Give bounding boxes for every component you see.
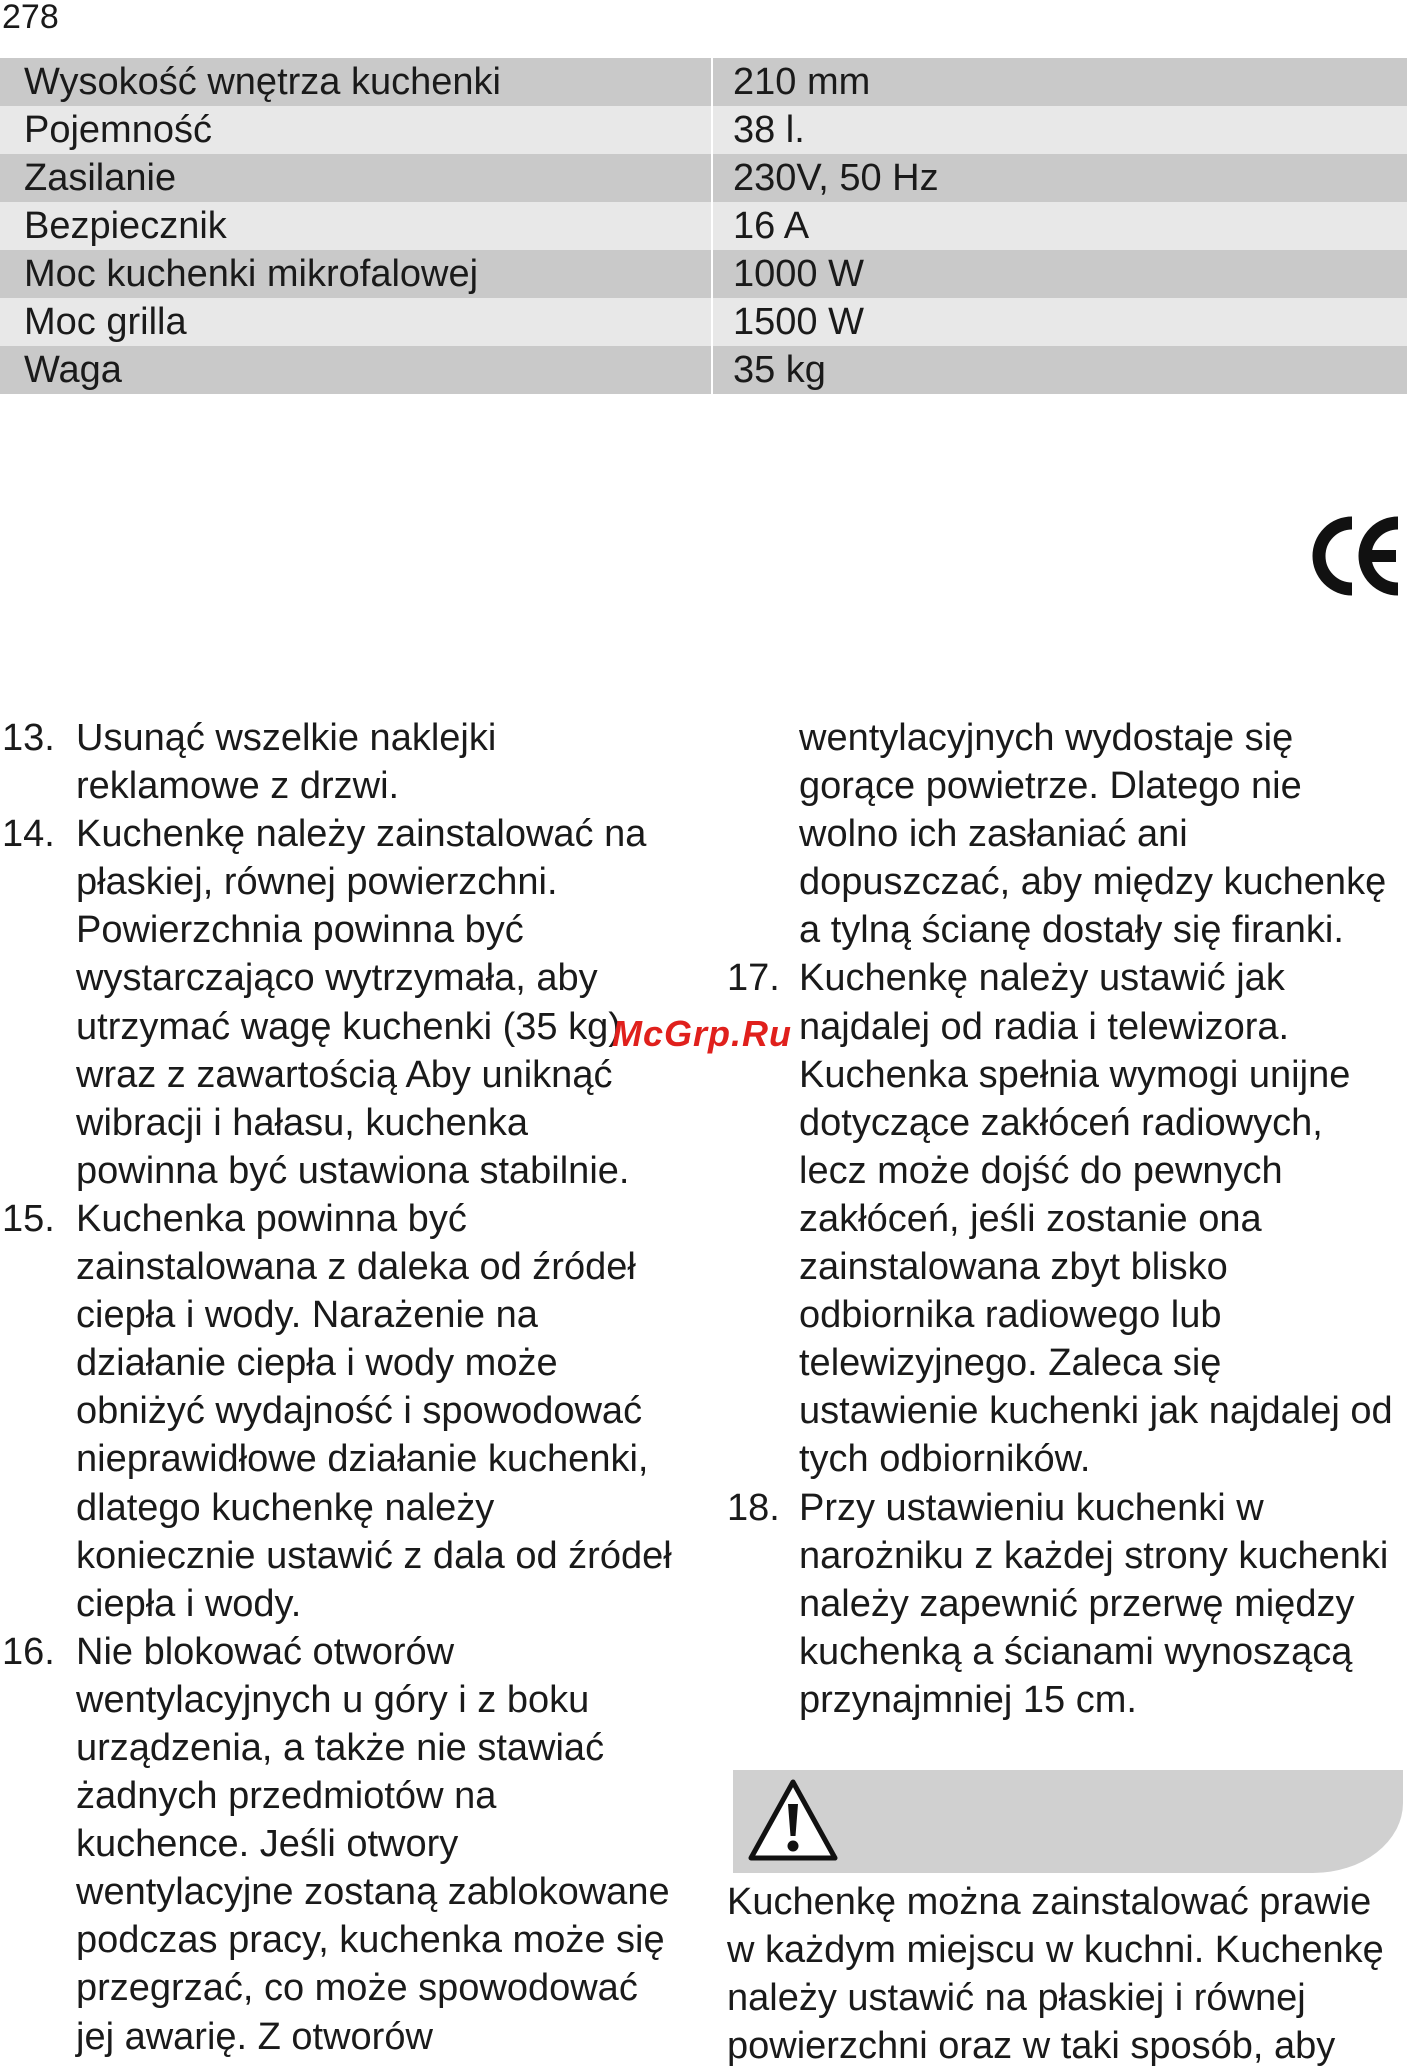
text-line: Usunąć wszelkie naklejki xyxy=(76,717,497,759)
list-item-number: 17. xyxy=(727,957,780,1000)
warning-banner xyxy=(733,1770,1403,1873)
list-item-text xyxy=(76,1628,700,2061)
page-number: 278 xyxy=(2,0,59,36)
watermark: McGrp.Ru xyxy=(612,1013,793,1054)
list-item-number: 18. xyxy=(727,1486,780,1529)
ce-mark-icon xyxy=(1312,515,1404,597)
text-line: ustawienie kuchenki jak najdalej od xyxy=(799,1390,1393,1433)
text-line: dotyczące zakłóceń radiowych, xyxy=(799,1101,1323,1144)
spec-table xyxy=(0,58,1407,394)
list-item xyxy=(727,1484,1407,1724)
text-line: wystarczająco wytrzymała, aby xyxy=(76,957,598,1000)
text-line: Przy ustawieniu kuchenki w xyxy=(799,1486,1264,1529)
right-column xyxy=(727,714,1407,1724)
text-line: dopuszczać, aby między kuchenkę xyxy=(799,861,1387,904)
spec-label: Waga xyxy=(0,346,711,394)
list-item-text xyxy=(799,1484,1407,1724)
list-item-number: 13. xyxy=(2,717,55,759)
spec-value: 1500 W xyxy=(713,298,1407,346)
text-line: płaskiej, równej powierzchni. xyxy=(76,861,558,904)
spec-value: 1000 W xyxy=(713,250,1407,298)
spec-row xyxy=(0,250,1407,298)
text-line: żadnych przedmiotów na xyxy=(76,1775,497,1818)
text-line: Kuchenkę można zainstalować prawie xyxy=(727,1881,1372,1923)
spec-row xyxy=(0,154,1407,202)
text-line: należy zapewnić przerwę między xyxy=(799,1582,1355,1625)
text-line: wibracji i hałasu, kuchenka xyxy=(76,1101,529,1144)
text-line: przegrzać, co może spowodować xyxy=(76,1967,638,2010)
text-line: Kuchenkę należy zainstalować na xyxy=(76,813,647,856)
text-line: przynajmniej 15 cm. xyxy=(799,1678,1137,1721)
spec-row xyxy=(0,346,1407,394)
spec-value: 38 l. xyxy=(713,106,1407,154)
text-line: najdalej od radia i telewizora. xyxy=(799,1005,1290,1048)
text-line: powinna być ustawiona stabilnie. xyxy=(76,1149,630,1192)
list-item-text xyxy=(76,810,700,1195)
text-line: odbiornika radiowego lub xyxy=(799,1294,1222,1337)
text-line: narożniku z każdej strony kuchenki xyxy=(799,1534,1389,1577)
spec-label: Bezpiecznik xyxy=(0,202,711,250)
spec-value: 210 mm xyxy=(713,58,1407,106)
spec-value: 16 A xyxy=(713,202,1407,250)
spec-row xyxy=(0,106,1407,154)
text-line: koniecznie ustawić z dala od źródeł xyxy=(76,1534,672,1577)
text-line: w każdym miejscu w kuchni. Kuchenkę xyxy=(727,1929,1384,1972)
text-line: zakłóceń, jeśli zostanie ona xyxy=(799,1197,1262,1240)
spec-value: 230V, 50 Hz xyxy=(713,154,1407,202)
list-item-number: 15. xyxy=(2,1197,55,1240)
text-line: telewizyjnego. Zaleca się xyxy=(799,1342,1222,1385)
list-item xyxy=(0,1628,700,2061)
list-item-number: 16. xyxy=(2,1630,55,1673)
text-line: Powierzchnia powinna być xyxy=(76,909,524,952)
text-line: ciepła i wody. Narażenie na xyxy=(76,1294,538,1337)
spec-label: Zasilanie xyxy=(0,154,711,202)
spec-label: Wysokość wnętrza kuchenki xyxy=(0,58,711,106)
list-item-number: 14. xyxy=(2,813,55,856)
text-line: nieprawidłowe działanie kuchenki, xyxy=(76,1438,649,1481)
spec-row xyxy=(0,58,1407,106)
text-line: lecz może dojść do pewnych xyxy=(799,1149,1283,1192)
text-line: a tylną ścianę dostały się firanki. xyxy=(799,909,1344,952)
text-line: zainstalowana z daleka od źródeł xyxy=(76,1246,636,1289)
spec-label: Moc grilla xyxy=(0,298,711,346)
spec-value: 35 kg xyxy=(713,346,1407,394)
warning-triangle-icon xyxy=(747,1778,839,1862)
left-column xyxy=(0,714,700,2061)
text-line: gorące powietrze. Dlatego nie xyxy=(799,765,1302,808)
list-item-text xyxy=(799,954,1407,1483)
spec-row xyxy=(0,202,1407,250)
text-line: Kuchenka powinna być xyxy=(76,1197,467,1240)
text-line: wraz z zawartością Aby uniknąć xyxy=(76,1053,613,1096)
list-item-text xyxy=(76,1195,700,1628)
text-line: Nie blokować otworów xyxy=(76,1630,455,1673)
list-item xyxy=(0,1195,700,1628)
text-line: podczas pracy, kuchenka może się xyxy=(76,1919,665,1962)
list-item-text xyxy=(76,714,700,810)
spec-label: Moc kuchenki mikrofalowej xyxy=(0,250,711,298)
text-line: reklamowe z drzwi. xyxy=(76,765,400,808)
text-line: urządzenia, a także nie stawiać xyxy=(76,1726,605,1769)
text-line: jej awarię. Z otworów xyxy=(76,2015,433,2058)
text-line: Kuchenkę należy ustawić jak xyxy=(799,957,1285,1000)
text-line: kuchenką a ścianami wynoszącą xyxy=(799,1630,1353,1673)
text-line: utrzymać wagę kuchenki (35 kg) xyxy=(76,1005,621,1048)
text-line: zainstalowana zbyt blisko xyxy=(799,1246,1228,1289)
text-line: kuchence. Jeśli otwory xyxy=(76,1823,459,1866)
list-item xyxy=(727,954,1407,1483)
text-line: Kuchenka spełnia wymogi unijne xyxy=(799,1053,1351,1096)
text-line: wolno ich zasłaniać ani xyxy=(799,813,1188,856)
text-line: dlatego kuchenkę należy xyxy=(76,1486,495,1529)
text-line: wentylacyjne zostaną zablokowane xyxy=(76,1871,670,1914)
text-line: wentylacyjnych wydostaje się xyxy=(799,717,1294,759)
text-line: należy ustawić na płaskiej i równej xyxy=(727,1977,1306,2020)
list-item xyxy=(0,714,700,810)
text-line: działanie ciepła i wody może xyxy=(76,1342,558,1385)
spec-label: Pojemność xyxy=(0,106,711,154)
text-line: ciepła i wody. xyxy=(76,1582,302,1625)
spec-row xyxy=(0,298,1407,346)
text-line: powierzchni oraz w taki sposób, aby xyxy=(727,2025,1336,2068)
text-line: obniżyć wydajność i spowodować xyxy=(76,1390,643,1433)
warning-text xyxy=(727,1878,1407,2070)
list-item xyxy=(0,810,700,1195)
text-line: tych odbiorników. xyxy=(799,1438,1091,1481)
text-line: wentylacyjnych u góry i z boku xyxy=(76,1678,590,1721)
